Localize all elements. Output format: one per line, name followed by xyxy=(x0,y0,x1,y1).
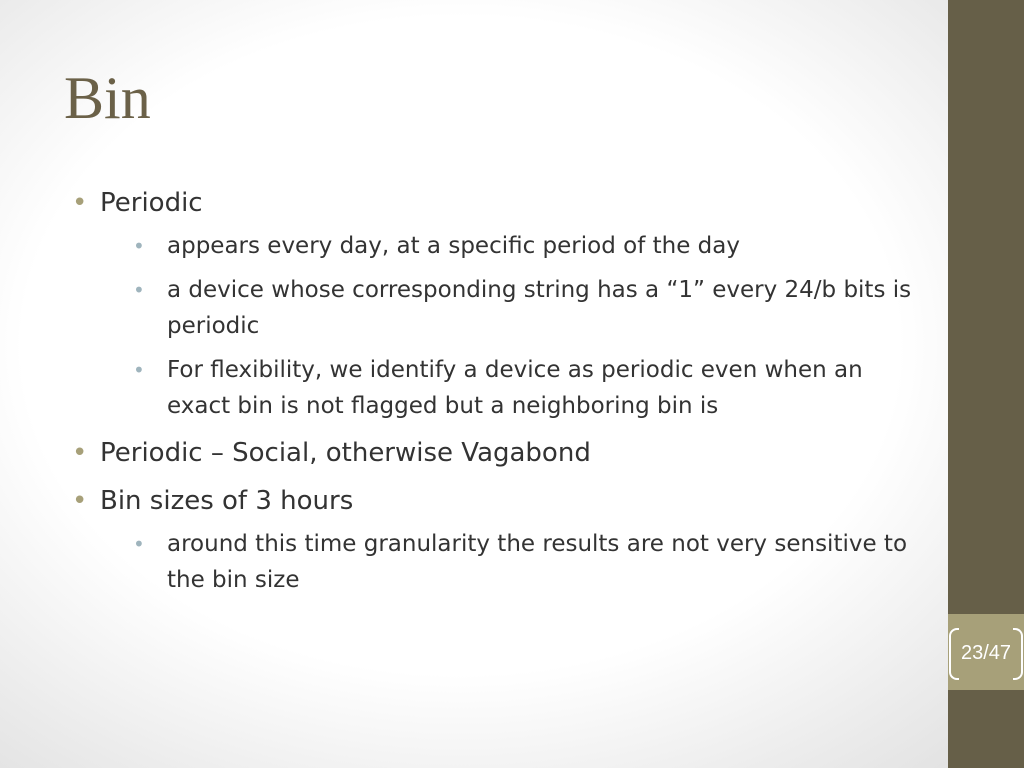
sub-bullet-item xyxy=(133,228,927,264)
bullet-text: Periodic xyxy=(100,188,203,218)
sub-bullet-icon: • xyxy=(133,358,145,382)
slide-content xyxy=(72,184,912,608)
bullet-item xyxy=(72,482,912,598)
bullet-text: Bin sizes of 3 hours xyxy=(100,486,354,516)
bullet-text: Periodic – Social, otherwise Vagabond xyxy=(100,438,591,468)
sub-bullet-icon: • xyxy=(133,532,145,556)
sub-bullet-text: For flexibility, we identify a device as periodic even when an exact bin is not flagged but a neighboring bin is xyxy=(167,357,863,419)
page-number: 23/47 xyxy=(960,642,1012,664)
sub-bullet-icon: • xyxy=(133,278,145,302)
bullet-item xyxy=(72,434,912,472)
page-number-box xyxy=(948,614,1024,690)
sub-bullet-text: around this time granularity the results are not very sensitive to the bin size xyxy=(167,531,908,593)
sub-bullet-text: appears every day, at a specific period of the day xyxy=(167,233,740,259)
bullet-list xyxy=(72,184,912,598)
sub-bullet-text: a device whose corresponding string has a “1” every 24/b bits is periodic xyxy=(167,277,912,339)
bullet-icon: • xyxy=(72,188,88,218)
slide-title: Bin xyxy=(64,65,151,131)
sub-bullet-list xyxy=(100,228,912,424)
sub-bullet-item xyxy=(133,272,927,344)
sub-bullet-item xyxy=(133,526,927,598)
bullet-icon: • xyxy=(72,486,88,516)
sub-bullet-item xyxy=(133,352,927,424)
bullet-icon: • xyxy=(72,438,88,468)
sub-bullet-list xyxy=(100,526,912,598)
sub-bullet-icon: • xyxy=(133,234,145,258)
right-bracket-icon xyxy=(1013,628,1023,680)
bullet-item xyxy=(72,184,912,424)
